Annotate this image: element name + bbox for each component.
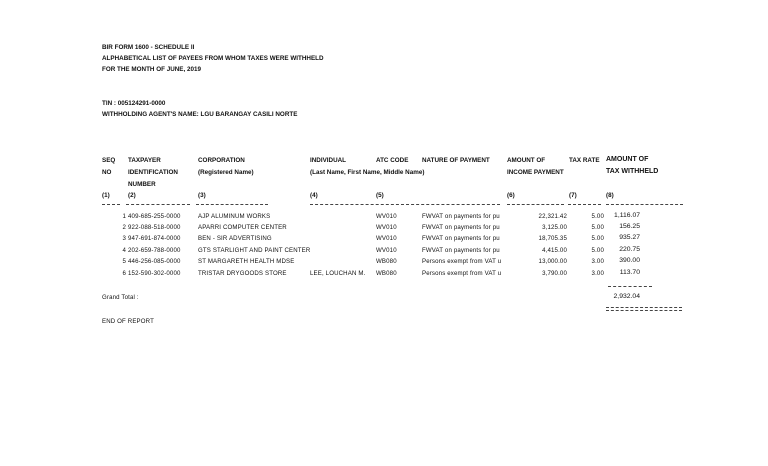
column-number: (7)	[569, 192, 577, 199]
row-rate: 5.00	[591, 224, 604, 231]
row-nature: FWVAT on payments for pu	[422, 235, 500, 242]
row-tax: 935.27	[619, 234, 640, 241]
separator-line	[606, 204, 683, 205]
header-withheld-2: TAX WITHHELD	[606, 168, 659, 175]
separator-line	[507, 204, 564, 205]
row-income: 13,000.00	[538, 258, 567, 265]
row-atc: WV010	[376, 247, 397, 254]
row-tax: 156.25	[619, 223, 640, 230]
row-rate: 5.00	[591, 213, 604, 220]
row-seq: 3	[122, 235, 126, 242]
row-corporation: AJP ALUMINUM WORKS	[198, 213, 271, 220]
header-withheld: AMOUNT OF	[606, 156, 649, 163]
header-rate: TAX RATE	[569, 157, 600, 164]
row-nature: Persons exempt from VAT u	[422, 270, 502, 277]
row-income: 22,321.42	[538, 213, 567, 220]
column-number: (5)	[376, 192, 384, 199]
row-seq: 6	[122, 270, 126, 277]
header-individual: INDIVIDUAL	[310, 157, 347, 164]
header-taxpayer-3: NUMBER	[128, 181, 156, 188]
total-double-underline	[606, 307, 682, 311]
row-corporation: APARRI COMPUTER CENTER	[198, 224, 287, 231]
grand-total-value: 2,932.04	[613, 293, 640, 300]
row-tin: 446-256-085-0000	[128, 258, 181, 265]
header-nature: NATURE OF PAYMENT	[422, 157, 490, 164]
separator-line	[126, 204, 190, 205]
grand-total-label: Grand Total :	[102, 294, 139, 301]
row-income: 4,415.00	[542, 247, 567, 254]
header-corporation-2: (Registered Name)	[198, 169, 254, 176]
header-seq: SEQ	[102, 157, 116, 164]
row-atc: WB080	[376, 258, 397, 265]
row-rate: 5.00	[591, 235, 604, 242]
row-rate: 3.00	[591, 258, 604, 265]
row-income: 18,705.35	[538, 235, 567, 242]
row-tax: 1,116.07	[614, 212, 640, 219]
form-title: BIR FORM 1600 - SCHEDULE II	[102, 44, 195, 51]
row-nature: Persons exempt from VAT u	[422, 258, 502, 265]
row-seq: 4	[122, 247, 126, 254]
column-number: (2)	[128, 192, 136, 199]
header-corporation: CORPORATION	[198, 157, 245, 164]
row-rate: 5.00	[591, 247, 604, 254]
header-income-2: INCOME PAYMENT	[507, 169, 564, 176]
row-rate: 3.00	[591, 270, 604, 277]
row-tin: 202-659-788-0000	[128, 247, 181, 254]
end-of-report: END OF REPORT	[102, 318, 154, 325]
row-nature: FWVAT on payments for pu	[422, 213, 500, 220]
row-seq: 5	[122, 258, 126, 265]
row-atc: WB080	[376, 270, 397, 277]
agent-name: WITHHOLDING AGENT'S NAME: LGU BARANGAY CASILI NORTE	[102, 111, 298, 118]
row-corporation: BEN - SIR ADVERTISING	[198, 235, 272, 242]
row-atc: WV010	[376, 224, 397, 231]
column-number: (8)	[606, 192, 614, 199]
row-seq: 2	[122, 224, 126, 231]
header-taxpayer: TAXPAYER	[128, 157, 161, 164]
column-number: (6)	[507, 192, 515, 199]
row-nature: FWVAT on payments for pu	[422, 224, 500, 231]
row-tin: 409-685-255-0000	[128, 213, 181, 220]
column-number: (3)	[198, 192, 206, 199]
total-separator-line	[608, 286, 652, 287]
header-atc: ATC CODE	[376, 157, 409, 164]
row-corporation: TRISTAR DRYGOODS STORE	[198, 270, 287, 277]
separator-line	[196, 204, 268, 205]
row-nature: FWVAT on payments for pu	[422, 247, 500, 254]
row-seq: 1	[122, 213, 126, 220]
header-individual-2: (Last Name, First Name, Middle Name)	[310, 169, 425, 176]
form-subtitle: ALPHABETICAL LIST OF PAYEES FROM WHOM TAXES WERE WITHHELD	[102, 55, 324, 62]
header-income: AMOUNT OF	[507, 157, 546, 164]
form-period: FOR THE MONTH OF JUNE, 2019	[102, 66, 202, 73]
column-number: (1)	[102, 192, 110, 199]
separator-line	[310, 204, 500, 205]
separator-line	[568, 204, 601, 205]
row-atc: WV010	[376, 235, 397, 242]
row-tin: 152-590-302-0000	[128, 270, 181, 277]
header-seq-2: NO	[102, 169, 112, 176]
header-taxpayer-2: IDENTIFICATION	[128, 169, 178, 176]
agent-tin: TIN : 005124291-0000	[102, 100, 166, 107]
row-tax: 390.00	[619, 257, 640, 264]
row-atc: WV010	[376, 213, 397, 220]
row-individual: LEE, LOUCHAN M.	[310, 270, 366, 277]
row-corporation: GTS STARLIGHT AND PAINT CENTER	[198, 247, 311, 254]
row-tin: 947-691-874-0000	[128, 235, 181, 242]
row-tin: 922-088-518-0000	[128, 224, 181, 231]
row-income: 3,125.00	[542, 224, 567, 231]
row-income: 3,790.00	[542, 270, 567, 277]
row-corporation: ST MARGARETH HEALTH MDSE	[198, 258, 295, 265]
separator-line	[102, 204, 120, 205]
row-tax: 113.70	[619, 269, 640, 276]
column-number: (4)	[310, 192, 318, 199]
row-tax: 220.75	[619, 246, 640, 253]
